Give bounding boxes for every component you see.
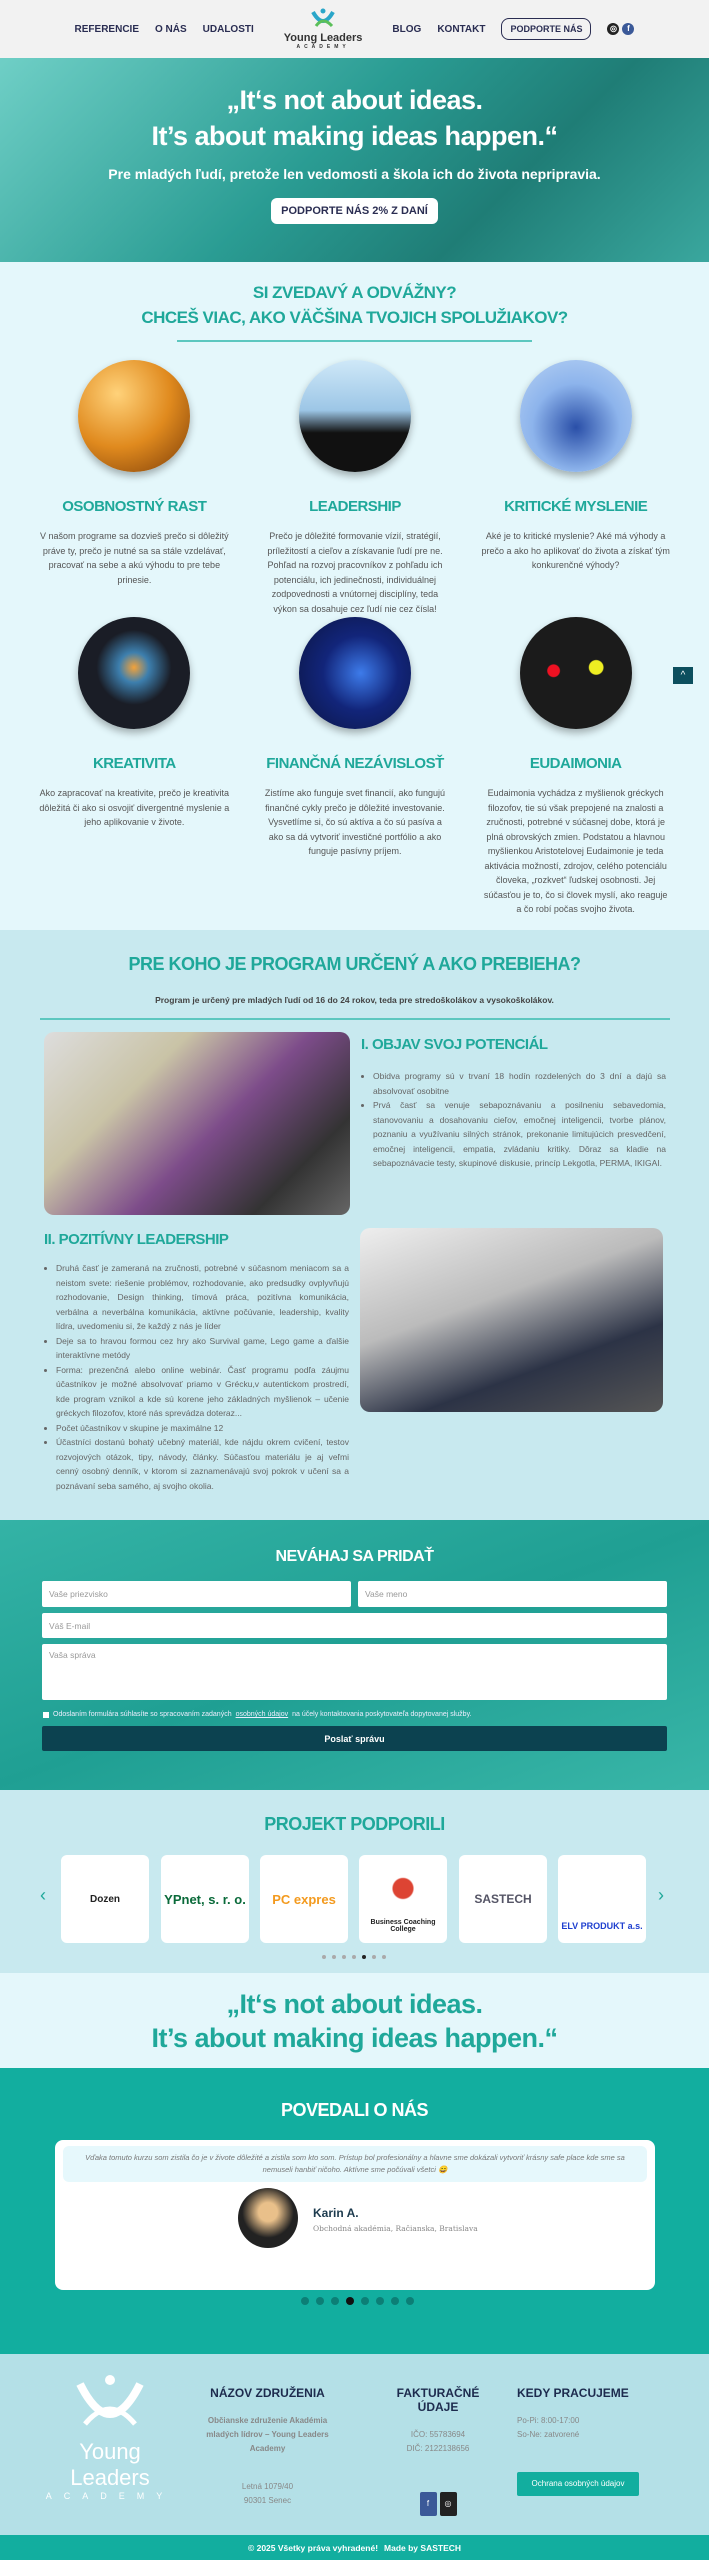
footer-heading: FAKTURAČNÉ ÚDAJE (396, 2386, 480, 2414)
benefit-title: LEADERSHIP (309, 498, 401, 515)
nav-o-nas[interactable]: O NÁS (154, 23, 187, 35)
instagram-icon[interactable]: ◎ (607, 23, 619, 35)
consent-text: na účely kontaktovania poskytovateľa dopytovanej služby. (292, 1711, 472, 1718)
dic: DIČ: 2122138656 (406, 2444, 470, 2453)
footer-hours (517, 2386, 657, 2496)
carousel-dot[interactable] (406, 2297, 414, 2305)
intro-heading-1: SI ZVEDAVÝ A ODVÁŽNY? (252, 283, 457, 302)
testimonials-section (0, 2068, 709, 2350)
logo-text: Young Leaders (70, 2439, 150, 2490)
message-textarea[interactable]: Vaša správa (42, 1644, 667, 1700)
benefit-text: V našom programe sa dozvieš prečo si dôležitý práve ty, prečo je nutné sa sa stále vzdelávať, pracovať na sebe a akú výhodu to pre tebe prinesie. (40, 531, 229, 585)
logo-text: Young Leaders (283, 32, 363, 44)
benefit-card (251, 617, 460, 917)
partner-logo-bcc[interactable]: Business Coaching College (359, 1855, 447, 1943)
part-2 (44, 1231, 349, 1493)
finance-chart-image (299, 617, 411, 729)
list-item: • Druhá časť je zameraná na zručnosti, potrebné v súčasnom meniacom sa a neistom svete: riešenie problémov, rozhodovanie, ako predsudky ovplyvňujú rozhodovanie, Design thinking, tímová práca, pozitívna komunikácia, verbálna a neverbálna komunikácia, aktívne počúvanie, leadership, kvality lídra, uvedomeniu si, že každý z nás je líder (56, 1261, 349, 1334)
climbers-image (299, 360, 411, 472)
top-nav (0, 0, 709, 58)
hero-subtitle: Pre mladých ľudí, pretože len vedomosti a škola ich do života nepripravia. (108, 166, 601, 182)
brain-image (520, 360, 632, 472)
email-input[interactable]: Váš E-mail (42, 1613, 667, 1638)
partners-carousel-dots (322, 1955, 386, 1959)
logo-icon (70, 2374, 150, 2434)
newspapers-photo (360, 1228, 663, 1412)
smiley-image (520, 617, 632, 729)
facebook-icon[interactable]: f (420, 2492, 437, 2516)
surname-input[interactable]: Vaše priezvisko (42, 1581, 351, 1607)
benefit-title: EUDAIMONIA (529, 755, 622, 772)
hero-quote-line2: It’s about making ideas happen.“ (151, 121, 558, 151)
benefits-row-2 (30, 617, 680, 917)
footer-logo (40, 2374, 180, 2501)
carousel-dot[interactable] (342, 1955, 346, 1959)
benefit-title: OSOBNOSTNÝ RAST (62, 498, 207, 515)
workshop-photo (44, 1032, 350, 1215)
testimonial-card (55, 2140, 655, 2290)
instagram-icon[interactable]: ◎ (440, 2492, 457, 2516)
partner-logo-ypnet[interactable]: YPnet, s. r. o. (161, 1855, 249, 1943)
partner-logo-pc-expres[interactable]: PC expres (260, 1855, 348, 1943)
footer-heading: KEDY PRACUJEME (517, 2386, 629, 2400)
benefit-title: KRITICKÉ MYSLENIE (504, 498, 648, 515)
footer-billing (378, 2386, 498, 2516)
logo-subtext: ACADEMY (296, 44, 350, 50)
carousel-dot[interactable] (332, 1955, 336, 1959)
footer-org (200, 2386, 335, 2508)
name-input[interactable]: Vaše meno (358, 1581, 667, 1607)
form-title: NEVÁHAJ SA PRIDAŤ (275, 1548, 434, 1565)
carousel-dot[interactable] (372, 1955, 376, 1959)
list-item: • Obidva programy sú v trvaní 18 hodín rozdelených do 3 dní a dajú sa absolvovať osobitne (373, 1069, 666, 1098)
quote-line2: It’s about making ideas happen.“ (151, 2023, 558, 2053)
partner-logo-dozen[interactable]: Dozen (61, 1855, 149, 1943)
quote-section (0, 1973, 709, 2068)
benefit-card (30, 617, 239, 917)
benefit-text: Ako zapracovať na kreativite, prečo je kreativita dôležitá či ako si osvojiť divergentné myslenie a jeho aplikovanie v živote. (39, 788, 230, 827)
benefit-text: Eudaimonia vychádza z myšlienok gréckych filozofov, tie sú však prepojené na znalosti a zručnosti, potrebné v súčasnej dobe, ktorá je plná obrovských zmien. Podstatou a hlavnou myšlienkou Aristotelovej Eudaimonie je teda aktivácia možností, zdrojov, celého potenciálu človeka, „rozkvet“ ľudskej osobnosti. Jej súčasťou je to, čo si človek myslí, ako reaguje a čo robí počas svojho života. (483, 788, 668, 914)
benefit-card (471, 617, 680, 917)
list-item: • Prvá časť sa venuje sebapoznávaniu a posilneniu sebavedomia, stanovovaniu a dosahovaniu cieľov, emočnej inteligencii, tvorbe plánov, poznaniu a využívaniu silných stránok, prekonanie limitujúcich presvedčení, emočnej inteligencii, empatia, zvládaniu kritiky. Dôraz sa kladie na sebapoznávacie testy, skupinové diskusie, princíp Lekgotla, PERMA, IKIGAI. (373, 1098, 666, 1171)
copyright-bar (0, 2535, 709, 2560)
benefit-card (30, 360, 239, 616)
program-subtitle: Program je určený pre mladých ľudí od 16 do 24 rokov, teda pre stredoškolákov a vysokoškolákov. (155, 995, 554, 1005)
carousel-dot[interactable] (331, 2297, 339, 2305)
carousel-next-arrow[interactable]: › (658, 1885, 664, 1905)
list-item: • Počet účastníkov v skupine je maximálne 12 (56, 1421, 349, 1436)
footer-social (378, 2492, 498, 2516)
consent-text: Odoslaním formulára súhlasíte so spracovaním zadaných (53, 1711, 232, 1718)
partner-logo-elv[interactable]: ELV PRODUKT a.s. (558, 1855, 646, 1943)
consent-checkbox[interactable] (43, 1712, 49, 1718)
footer (0, 2350, 709, 2535)
list-item: • Forma: prezenčná alebo online webinár. Časť programu podľa záujmu účastníkov je možné absolvovať priamo v Grécku,v autentickom prostredí, kde program vznikol a kde sú korene jeho základných myšlienok – učenie gréckych filozofov, ktoré nás sprevádza doteraz... (56, 1363, 349, 1421)
carousel-dot[interactable] (346, 2297, 354, 2305)
benefit-card (251, 360, 460, 616)
carousel-dot[interactable] (361, 2297, 369, 2305)
donate-2-percent-button[interactable]: PODPORTE NÁS 2% Z DANÍ (271, 198, 438, 224)
social-links (607, 23, 634, 35)
hero (0, 58, 709, 262)
org-name: Občianske združenie Akadémia mladých lídrov – Young Leaders Academy (206, 2416, 329, 2453)
copyright: © 2025 Všetky práva vyhradené! (247, 2542, 379, 2553)
carousel-prev-arrow[interactable]: ‹ (40, 1885, 46, 1905)
lightbulb-image (78, 617, 190, 729)
testimonial-text: Vďaka tomuto kurzu som zistila čo je v živote dôležité a zistila som kto som. Prístup bol profesionálny a hlavne sme dokázali vytvoriť krásny safe place kde sme sa nemuseli hanbiť ničoho. Aktívne sme počúvali všetci 😄 (63, 2146, 647, 2182)
ico: IČO: 55783694 (410, 2430, 466, 2439)
hours-weekend: So-Ne: zatvorené (517, 2430, 580, 2439)
benefit-text: Zistíme ako funguje svet financií, ako fungujú finančné cykly prečo je dôležité investovanie. Vysvetlíme si, čo sú aktíva a čo sú pasíva a ako sa dá vytvoriť investičné portfólio a ako funguje pasívny príjem. (264, 788, 446, 856)
facebook-icon[interactable]: f (622, 23, 634, 35)
nav-referencie[interactable]: REFERENCIE (74, 23, 139, 35)
carousel-dot[interactable] (352, 1955, 356, 1959)
org-city: 90301 Senec (243, 2496, 292, 2505)
possible-image (78, 360, 190, 472)
scroll-to-top-button[interactable]: ^ (673, 667, 693, 684)
part-2-title: II. POZITÍVNY LEADERSHIP (44, 1231, 229, 1248)
benefits-row-1 (30, 360, 680, 616)
footer-heading: NÁZOV ZDRUŽENIA (210, 2386, 325, 2400)
benefit-title: FINANČNÁ NEZÁVISLOSŤ (266, 755, 444, 772)
send-message-button[interactable]: Poslať správu (42, 1726, 667, 1751)
partner-logo-sastech[interactable]: SASTECH (459, 1855, 547, 1943)
testimonial-avatar (238, 2188, 298, 2248)
logo-subtext: ACADEMY (45, 2491, 175, 2501)
hero-quote-line1: „It‘s not about ideas. (226, 85, 483, 115)
carousel-dot[interactable] (316, 2297, 324, 2305)
testimonials-title: POVEDALI O NÁS (280, 2100, 429, 2120)
benefit-card (471, 360, 680, 616)
privacy-policy-button[interactable]: Ochrana osobných údajov (517, 2472, 639, 2496)
made-by-link[interactable]: Made by SASTECH (384, 2542, 462, 2553)
quote-line1: „It‘s not about ideas. (226, 1989, 483, 2019)
testimonial-school: Obchodná akadémia, Račianska, Bratislava (313, 2224, 478, 2233)
part-1 (361, 1036, 666, 1171)
logo-icon (308, 8, 338, 32)
divider (177, 340, 532, 342)
benefit-text: Aké je to kritické myslenie? Aké má výhody a prečo a ako ho aplikovať do života a získať tým konkurenčné výhody? (481, 531, 670, 570)
hours-weekdays: Po-Pi: 8:00-17:00 (517, 2416, 580, 2425)
carousel-dot[interactable] (376, 2297, 384, 2305)
nav-kontakt[interactable]: KONTAKT (437, 23, 486, 35)
list-item: • Deje sa to hravou formou cez hry ako Survival game, Lego game a ďalšie interaktívne metódy (56, 1334, 349, 1363)
program-title: PRE KOHO JE PROGRAM URČENÝ A AKO PREBIEHA? (128, 954, 581, 974)
intro-heading-2: CHCEŠ VIAC, AKO VÄČŠINA TVOJICH SPOLUŽIAKOV? (141, 308, 568, 327)
divider (40, 1018, 670, 1020)
carousel-dot[interactable] (391, 2297, 399, 2305)
site-logo[interactable] (284, 8, 363, 50)
nav-udalosti[interactable]: UDALOSTI (202, 23, 254, 35)
org-street: Letná 1079/40 (241, 2482, 294, 2491)
list-item: • Účastníci dostanú bohatý učebný materiál, kde nájdu okrem cvičení, testov rozvojových otázok, tipy, návody, články. Súčasťou materiálu je aj veľmi cenný osobný denník, v ktorom si zaznamenávajú svoj pokrok v učení sa a poznávaní seba samého, aj svojho okolia. (56, 1435, 349, 1493)
carousel-dot[interactable] (382, 1955, 386, 1959)
testimonial-name: Karin A. (313, 2206, 359, 2220)
partners-title: PROJEKT PODPORILI (264, 1814, 445, 1834)
benefits-section (0, 262, 709, 930)
carousel-dot[interactable] (301, 2297, 309, 2305)
benefit-title: KREATIVITA (92, 755, 176, 772)
privacy-link[interactable]: osobných údajov (235, 1711, 289, 1718)
carousel-dot[interactable] (362, 1955, 366, 1959)
testimonials-carousel-dots (301, 2297, 414, 2305)
part-1-title: I. OBJAV SVOJ POTENCIÁL (361, 1036, 548, 1053)
support-button[interactable]: PODPORTE NÁS (501, 18, 591, 40)
carousel-dot[interactable] (322, 1955, 326, 1959)
consent (43, 1711, 472, 1718)
benefit-text: Prečo je dôležité formovanie vízií, stratégií, príležitostí a cieľov a získavanie ľudí pre ne. Pohľad na rozvoj pracovníkov z pohľadu ich potenciálu, ich jedinečnosti, individuálnej zodpovednosti a vnútornej disciplíny, teda výkon sa dosahuje cez ľudí nie cez čísla! (267, 531, 443, 614)
nav-blog[interactable]: BLOG (392, 23, 422, 35)
